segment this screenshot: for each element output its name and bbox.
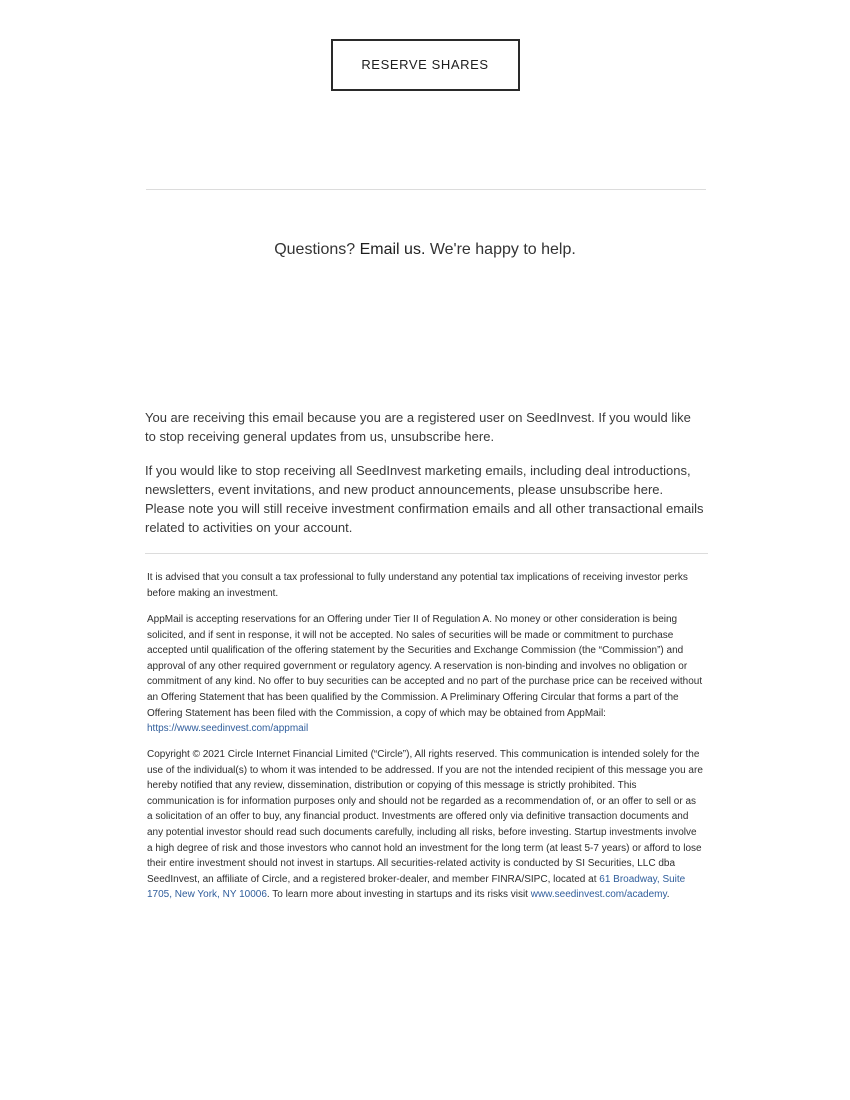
registration-notice-text: You are receiving this email because you are a registered user on SeedInvest. If you would like to stop receiving general updates from us,: [145, 410, 691, 444]
tax-disclaimer: It is advised that you consult a tax professional to fully understand any potential tax implications of receiving investor perks before making an investment.: [147, 572, 688, 599]
copyright-mid-text: . To learn more about investing in startups and its risks visit: [266, 889, 531, 901]
reserve-shares-button[interactable]: RESERVE SHARES: [331, 39, 520, 91]
marketing-notice: [145, 461, 705, 537]
marketing-notice-end: . Please note you will still receive investment confirmation emails and all other transactional emails related to activities on your account.: [145, 482, 704, 535]
divider-top: [146, 189, 706, 190]
copyright-disclaimer: [147, 747, 703, 903]
academy-link[interactable]: www.seedinvest.com/academy: [530, 889, 667, 901]
registration-notice: [145, 408, 705, 446]
reserve-shares-container: [0, 39, 850, 91]
unsubscribe-general-link[interactable]: unsubscribe here: [390, 429, 491, 444]
questions-prefix: Questions?: [274, 241, 360, 258]
copyright-end-text: .: [666, 889, 670, 901]
email-us-link[interactable]: Email us.: [359, 241, 426, 258]
divider-bottom: [145, 553, 708, 554]
appmail-link[interactable]: https://www.seedinvest.com/appmail: [147, 723, 309, 735]
questions-suffix: We're happy to help.: [425, 241, 576, 258]
address-link[interactable]: 61 Broadway, Suite 1705, New York, NY 10006: [147, 873, 686, 901]
marketing-notice-text: If you would like to stop receiving all SeedInvest marketing emails, including deal introductions, newsletters, event invitations, and new product announcements, please: [145, 463, 691, 497]
offering-disclaimer-text: AppMail is accepting reservations for an Offering under Tier II of Regulation A. No money or other consideration is being solicited, and if sent in response, it will not be accepted. No sales of securities will be made or commitment to purchase accepted until qualification of the offering statement by the Securities and Exchange Commission (the “Commission”) and approval of any other required government or regulatory agency. A reservation is non-binding and involves no obligation or commitment of any kind. No offer to buy securities can be accepted and no part of the purchase price can be received without an Offering Statement that has been qualified by the Commission. A Preliminary Offering Circular that forms a part of the Offering Statement has been filed with the Commission, a copy of which may be obtained from AppMail:: [147, 614, 703, 719]
unsubscribe-marketing-link[interactable]: unsubscribe here: [559, 482, 660, 497]
copyright-text: Copyright © 2021 Circle Internet Financial Limited (“Circle”), All rights reserved. This communication is intended solely for the use of the individual(s) to whom it was intended to be addressed. If you are not the intended recipient of this message you are hereby notified that any review, dissemination, distribution or copying of this message is strictly prohibited. This communication is for information purposes only and should not be regarded as a recommendation of, or an offer to sell or as a solicitation of an offer to buy, any financial product. Investments are offered only via definitive transaction documents and any potential investor should read such documents carefully, including all risks, before investing. Startup investments involve a high degree of risk and those investors who cannot hold an investment for the long term (at least 5-7 years) or afford to lose their entire investment should not invest in startups. All securities-related activity is conducted by SI Securities, LLC dba SeedInvest, an affiliate of Circle, and a registered broker-dealer, and member FINRA/SIPC, located at: [147, 749, 703, 885]
offering-disclaimer: [147, 612, 703, 737]
questions-line: [0, 241, 850, 259]
registration-notice-end: .: [490, 429, 495, 444]
